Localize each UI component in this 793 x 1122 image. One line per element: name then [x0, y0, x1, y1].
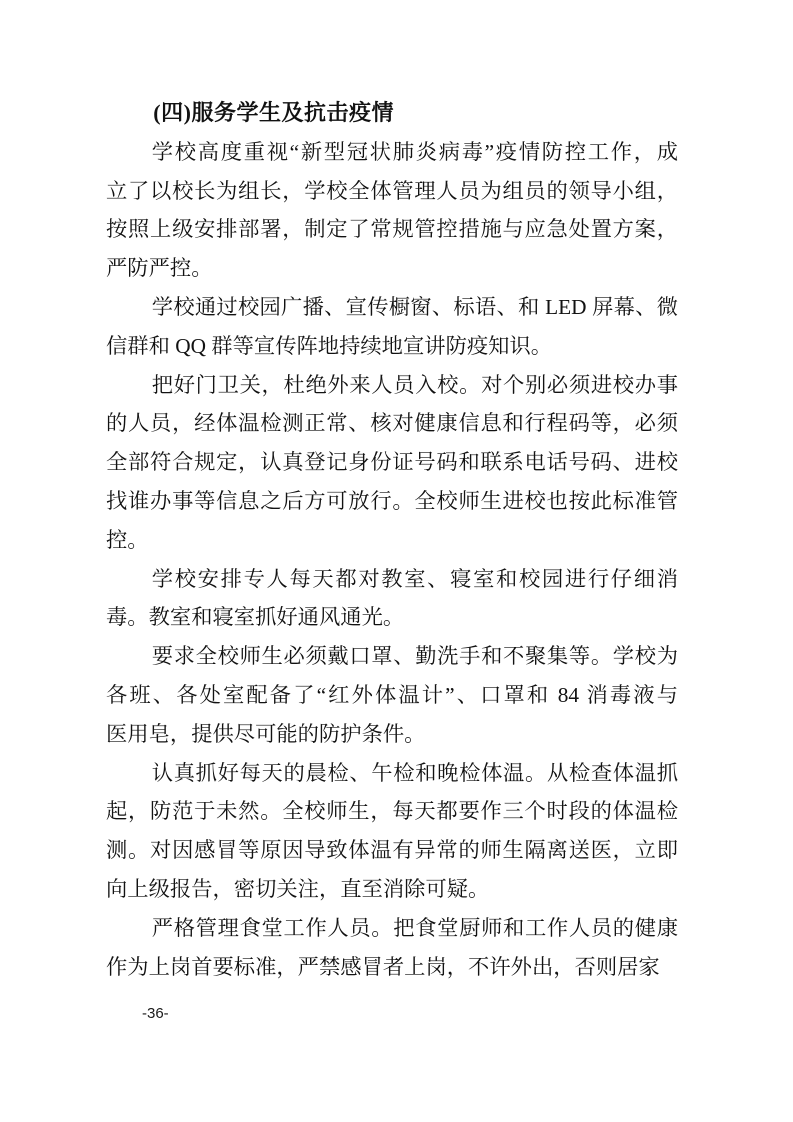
paragraphs-container — [106, 133, 678, 987]
text-line: 测。对因感冒等原因导致体温有异常的师生隔离送医，立即 — [106, 838, 678, 863]
text-line: 作为上岗首要标准，严禁感冒者上岗，不许外出，否则居家 — [106, 954, 660, 979]
section-heading: (四)服务学生及抗击疫情 — [153, 100, 394, 125]
text-line: 把好门卫关，杜绝外来人员入校。对个别必须进校办事 — [151, 372, 678, 397]
text-line: 医用皂，提供尽可能的防护条件。 — [106, 721, 426, 746]
text-line: 学校高度重视“新型冠状肺炎病毒”疫情防控工作，成 — [151, 139, 678, 164]
page-number: -36- — [142, 1005, 169, 1022]
text-line: 认真抓好每天的晨检、午检和晚检体温。从检查体温抓 — [151, 760, 678, 785]
text-line: 全部符合规定，认真登记身份证号码和联系电话号码、进校 — [106, 450, 678, 475]
text-line: 要求全校师生必须戴口罩、勤洗手和不聚集等。学校为 — [151, 644, 678, 669]
text-line: 各班、各处室配备了“红外体温计”、口罩和 84 消毒液与 — [106, 682, 678, 707]
text-line: 控。 — [106, 527, 149, 552]
text-line: 向上级报告，密切关注，直至消除可疑。 — [106, 876, 490, 901]
text-line: 找谁办事等信息之后方可放行。全校师生进校也按此标准管 — [106, 488, 678, 513]
text-line: 学校通过校园广播、宣传橱窗、标语、和 LED 屏幕、微 — [151, 294, 678, 319]
text-line: 严防严控。 — [106, 256, 213, 281]
text-line: 的人员，经体温检测正常、核对健康信息和行程码等，必须 — [106, 411, 678, 436]
text-line: 严格管理食堂工作人员。把食堂厨师和工作人员的健康 — [151, 915, 678, 940]
text-line: 毒。教室和寝室抓好通风通光。 — [106, 605, 405, 630]
document-body — [106, 94, 678, 986]
text-line: 信群和 QQ 群等宣传阵地持续地宣讲防疫知识。 — [106, 333, 553, 358]
text-line: 按照上级安排部署，制定了常规管控措施与应急处置方案， — [106, 217, 678, 242]
text-line: 学校安排专人每天都对教室、寝室和校园进行仔细消 — [151, 566, 678, 591]
text-line: 起，防范于未然。全校师生，每天都要作三个时段的体温检 — [106, 799, 678, 824]
text-line: 立了以校长为组长，学校全体管理人员为组员的领导小组， — [106, 178, 678, 203]
